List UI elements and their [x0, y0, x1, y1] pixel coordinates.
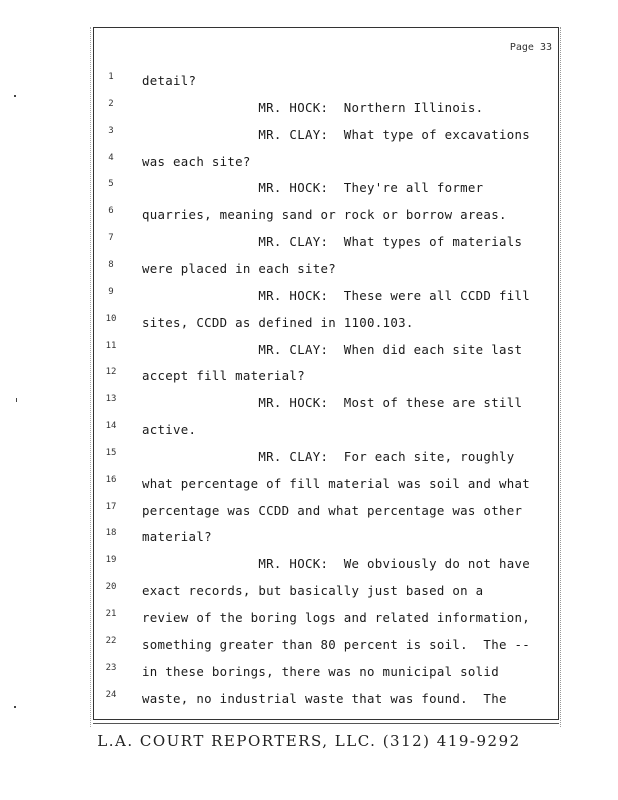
scan-speck [16, 398, 17, 402]
transcript-line [94, 122, 558, 149]
transcript-line [94, 95, 558, 122]
transcript-line [94, 310, 558, 337]
transcript-line [94, 632, 558, 659]
line-number: 7 [108, 233, 114, 244]
line-text: percentage was CCDD and what percentage was other [142, 502, 523, 518]
transcript-line [94, 444, 558, 471]
line-number: 18 [105, 528, 117, 539]
line-number: 13 [105, 394, 117, 405]
line-text: exact records, but basically just based on a [142, 583, 484, 599]
line-number: 22 [105, 635, 117, 646]
footer-court-reporter: L.A. COURT REPORTERS, LLC. (312) 419-9292 [97, 732, 521, 750]
transcript-line [94, 337, 558, 364]
transcript-line [94, 68, 558, 95]
line-number: 23 [105, 662, 117, 673]
transcript-line [94, 498, 558, 525]
transcript-line [94, 524, 558, 551]
line-text: waste, no industrial waste that was found. The [142, 690, 507, 706]
line-number: 8 [108, 259, 114, 270]
transcript-line [94, 149, 558, 176]
scan-speck [14, 706, 16, 708]
scan-speck [14, 95, 16, 97]
transcript-line [94, 686, 558, 713]
line-text: in these borings, there was no municipal solid [142, 663, 499, 679]
transcript-line [94, 175, 558, 202]
line-text: review of the boring logs and related information, [142, 610, 530, 625]
line-number: 24 [105, 689, 117, 700]
transcript-line [94, 256, 558, 283]
line-number: 4 [108, 152, 114, 163]
transcript-line [94, 283, 558, 310]
transcript-line [94, 551, 558, 578]
transcript-line [94, 202, 558, 229]
transcript-line [94, 578, 558, 605]
line-text: was each site? [142, 153, 251, 169]
transcript-line [94, 390, 558, 417]
line-text: material? [142, 529, 212, 545]
line-text: detail? [142, 73, 197, 88]
line-number: 10 [105, 313, 117, 324]
line-number: 2 [108, 98, 114, 109]
line-text: something greater than 80 percent is soil. The -- [142, 636, 530, 652]
line-number: 11 [105, 340, 117, 351]
line-text: MR. HOCK: They're all former [142, 180, 484, 196]
line-number: 16 [105, 474, 117, 485]
line-number: 15 [105, 447, 117, 458]
transcript-line [94, 363, 558, 390]
line-text: were placed in each site? [142, 260, 336, 276]
line-text: sites, CCDD as defined in 1100.103. [142, 314, 414, 330]
line-number: 3 [108, 125, 114, 136]
line-number: 14 [105, 421, 117, 432]
line-number: 5 [108, 179, 114, 190]
line-number: 12 [105, 367, 117, 378]
line-text: what percentage of fill material was soil and what [142, 475, 530, 491]
transcript-line [94, 417, 558, 444]
transcript-line [94, 229, 558, 256]
line-number: 19 [105, 555, 117, 566]
line-number: 9 [108, 286, 114, 297]
transcript-line [94, 659, 558, 686]
line-text: MR. HOCK: Northern Illinois. [142, 99, 484, 115]
line-number: 20 [105, 582, 117, 593]
line-text: MR. HOCK: These were all CCDD fill [142, 287, 530, 303]
left-margin-rule [90, 27, 91, 727]
transcript-line [94, 471, 558, 498]
line-text: MR. HOCK: Most of these are still [142, 395, 523, 411]
line-number: 17 [105, 501, 117, 512]
transcript-page [93, 27, 559, 720]
line-number: 1 [108, 72, 114, 82]
line-text: MR. CLAY: What types of materials [142, 234, 523, 250]
transcript-line [94, 605, 558, 632]
line-text: MR. CLAY: What type of excavations [142, 126, 530, 142]
line-text: MR. CLAY: For each site, roughly [142, 448, 515, 464]
line-text: MR. CLAY: When did each site last [142, 341, 523, 357]
line-number: 6 [108, 206, 114, 217]
line-text: active. [142, 422, 197, 438]
frame-bottom-rule [93, 723, 559, 724]
line-text: MR. HOCK: We obviously do not have [142, 556, 530, 572]
line-text: quarries, meaning sand or rock or borrow areas. [142, 207, 507, 223]
right-margin-rule [560, 27, 561, 727]
line-text: accept fill material? [142, 368, 305, 384]
page-number: Page 33 [509, 42, 552, 53]
line-number: 21 [105, 609, 117, 619]
